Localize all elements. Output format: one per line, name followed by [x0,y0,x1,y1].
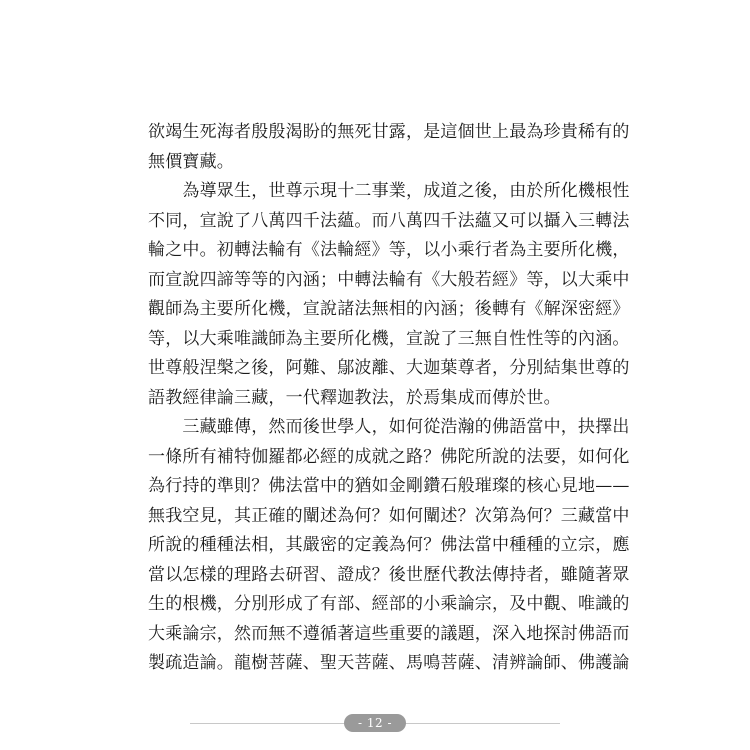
text-line: 為導眾生，世尊示現十二事業，成道之後，由於所化機根性 [148,181,630,201]
text-line: 大乘論宗，然而無不遵循著這些重要的議題，深入地探討佛語而 [148,623,630,644]
text-line: 無我空見，其正確的闡述為何？如何闡述？次第為何？三藏當中 [148,505,630,526]
text-line: 不同，宣說了八萬四千法蘊。而八萬四千法蘊又可以攝入三轉法 [148,210,630,231]
text-line: 語教經律論三藏，一代釋迦教法，於焉集成而傳於世。 [148,387,561,408]
text-line: 所說的種種法相，其嚴密的定義為何？佛法當中種種的立宗，應 [148,535,630,555]
page-number-badge: - 12 - [344,714,406,732]
text-line: 無價寶藏。 [148,151,234,172]
text-line: 三藏雖傳，然而後世學人，如何從浩瀚的佛語當中，抉擇出 [148,417,630,437]
text-line: 製疏造論。龍樹菩薩、聖天菩薩、馬鳴菩薩、清辨論師、佛護論 [148,653,630,673]
text-line: 世尊般涅槃之後，阿難、鄔波離、大迦葉尊者，分別結集世尊的 [148,358,630,378]
text-line: 輪之中。初轉法輪有《法輪經》等，以小乘行者為主要所化機， [148,240,630,260]
text-line: 生的根機，分別形成了有部、經部的小乘論宗，及中觀、唯識的 [148,594,630,614]
text-line: 而宣說四諦等等的內涵；中轉法輪有《大般若經》等，以大乘中 [148,269,630,290]
text-line: 一條所有補特伽羅都必經的成就之路？佛陀所說的法要，如何化 [148,446,630,467]
text-line: 欲竭生死海者殷殷渴盼的無死甘露，是這個世上最為珍貴稀有的 [148,122,630,142]
page-footer [0,712,750,734]
text-line: 當以怎樣的理路去研習、證成？後世歷代教法傳持者，雖隨著眾 [148,564,630,585]
text-line: 為行持的準則？佛法當中的猶如金剛鑽石般璀璨的核心見地—— [148,476,630,496]
body-text [148,118,630,679]
text-line: 觀師為主要所化機，宣說諸法無相的內涵；後轉有《解深密經》 [148,299,630,319]
text-line: 等，以大乘唯識師為主要所化機，宣說了三無自性性等的內涵。 [148,328,630,349]
